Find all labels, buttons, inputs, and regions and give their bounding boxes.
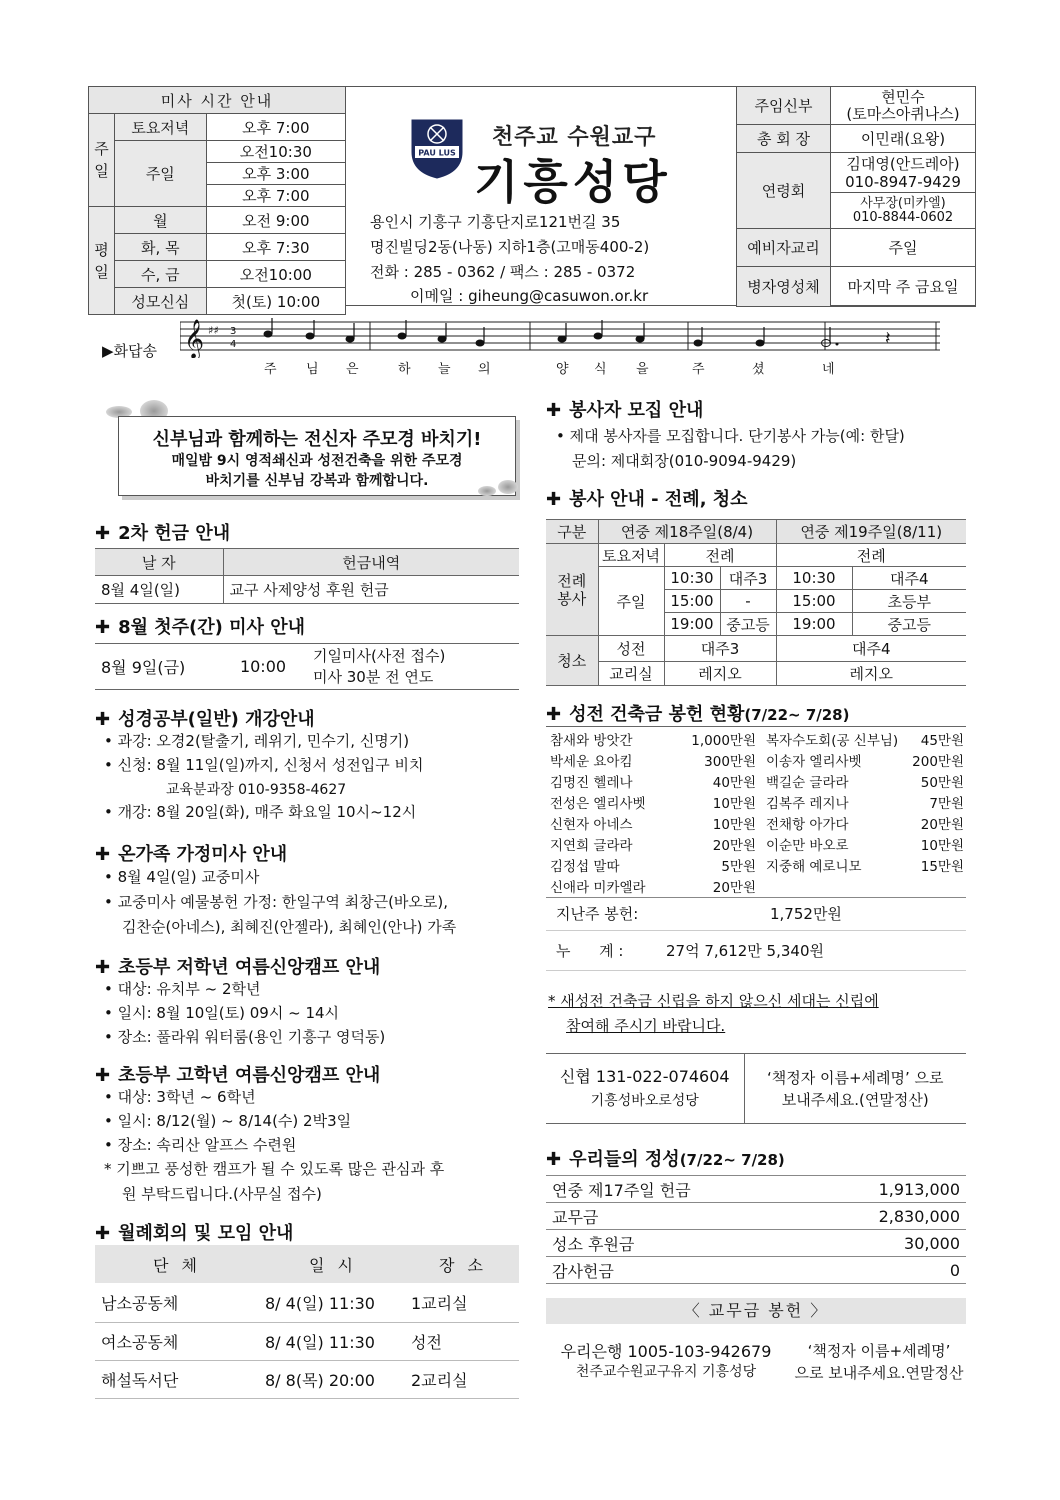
- volunteer-line: • 제대 봉사자를 모집합니다. 단기봉사 가능(예: 한달): [556, 427, 905, 445]
- sat-week19: 전례: [776, 544, 966, 567]
- address-line-2: 명진빌딩2동(나동) 지하1층(고매동400-2): [370, 238, 650, 256]
- music-staff: [180, 318, 940, 358]
- offering-label: 감사헌금: [546, 1257, 808, 1284]
- amount: 45만원: [920, 732, 964, 749]
- dues-note-1: ‘책정자 이름+세례명’: [807, 1342, 951, 1360]
- service-team: -: [720, 590, 776, 613]
- table-row: [550, 833, 964, 854]
- meeting-datetime: 8/ 8(목) 20:00: [265, 1370, 375, 1390]
- clean-team: 대주4: [776, 636, 966, 662]
- meeting-place: 2교리실: [411, 1370, 468, 1390]
- camp-low-line: • 일시: 8월 10일(토) 09시 ~ 14시: [104, 1004, 340, 1022]
- collection-date: 8월 4일(일): [95, 576, 223, 604]
- amount: 10만원: [920, 837, 964, 854]
- amount: 10만원: [712, 816, 756, 833]
- camp-low-line: • 대상: 유치부 ~ 2학년: [104, 980, 261, 998]
- camp-high-line: • 대상: 3학년 ~ 6학년: [104, 1088, 256, 1106]
- cross-icon: ✚: [95, 844, 111, 865]
- weekend-label: 주 일: [89, 114, 115, 207]
- donor: 지중해 예로니모: [766, 858, 862, 875]
- clean-team: 레지오: [776, 662, 966, 686]
- offering-label: 연중 제17주일 헌금: [546, 1176, 808, 1203]
- col-content: 헌금내역: [223, 549, 519, 576]
- donor: 백길순 글라라: [766, 774, 849, 791]
- catechism-value: 주일: [831, 229, 976, 267]
- email-label: 이메일 :: [410, 287, 464, 305]
- mass-time: 첫(토) 10:00: [206, 288, 345, 315]
- donor: 신현자 아네스: [550, 816, 633, 833]
- amount: 50만원: [920, 774, 964, 791]
- church-logo-icon: [408, 116, 466, 180]
- amount: [908, 875, 964, 896]
- mass-time: 오전 9:00: [206, 207, 345, 234]
- catechism-label: 예비자교리: [737, 229, 831, 267]
- svg-text:4: 4: [230, 339, 237, 350]
- church-name: 기흥성당: [474, 155, 672, 209]
- service-team: 초등부: [852, 590, 966, 613]
- svg-text:3: 3: [230, 326, 237, 337]
- building-note-2: 참여해 주시기 바랍니다.: [566, 1017, 726, 1035]
- svg-text:𝄽: 𝄽: [885, 328, 891, 349]
- amount: 20만원: [712, 879, 756, 896]
- building-fund-heading: ✚ 성전 건축금 봉헌 현황(7/22~ 7/28): [546, 704, 850, 725]
- total-amount: 27억 7,612만 5,340원: [666, 942, 824, 960]
- service-time: 19:00: [776, 613, 852, 636]
- col-datetime: 일 시: [309, 1255, 357, 1275]
- service-team: 중고등: [720, 613, 776, 636]
- family-mass-heading: ✚ 온가족 가정미사 안내: [95, 844, 288, 865]
- clean-team: 레지오: [664, 662, 776, 686]
- meeting-place: 1교리실: [411, 1293, 468, 1313]
- table-row: [550, 812, 964, 833]
- diocese-name: 천주교 수원교구: [492, 125, 657, 150]
- email-link[interactable]: giheung@casuwon.or.kr: [468, 287, 649, 305]
- table-row: [550, 854, 964, 875]
- amount: 15만원: [920, 858, 964, 875]
- table-row: [95, 1360, 519, 1398]
- lyric-syllable: 주: [692, 362, 707, 377]
- amount: 20만원: [712, 837, 756, 854]
- donor: 이순만 바오로: [766, 837, 849, 854]
- pastor-name: 현민수: [881, 87, 925, 106]
- logo-text: PAU LUS: [418, 148, 456, 158]
- mass-day: 수, 금: [115, 261, 207, 288]
- mass-time: 오전10:00: [206, 261, 345, 288]
- meetings-table: [95, 1245, 519, 1399]
- building-fund-table: [550, 728, 964, 896]
- bible-study-heading: ✚ 성경공부(일반) 개강안내: [95, 709, 315, 730]
- meeting-place: 성전: [411, 1332, 442, 1352]
- lyric-syllable: 셨: [752, 362, 767, 377]
- sick-communion-label: 병자영성체: [737, 267, 831, 307]
- divider: [546, 897, 966, 898]
- cross-icon: ✚: [95, 1223, 111, 1244]
- cross-icon: ✚: [95, 523, 111, 544]
- liaison2-name: 사무장(미카엘): [860, 195, 946, 211]
- clean-place: 교리실: [598, 662, 664, 686]
- building-note-1: * 새성전 건축금 신립을 하지 않으신 세대는 신립에: [548, 992, 879, 1010]
- camp-high-line: * 기쁘고 풍성한 캠프가 될 수 있도록 많은 관심과 후: [104, 1160, 445, 1178]
- first-week-mass-heading: ✚ 8월 첫주(간) 미사 안내: [95, 617, 305, 638]
- decor-blob: [498, 480, 518, 494]
- last-week-amount: 1,752만원: [770, 905, 842, 923]
- cross-icon: ✚: [546, 489, 562, 510]
- staff-table: [736, 86, 976, 307]
- dues-account: 우리은행 1005-103-942679: [560, 1342, 772, 1361]
- header-top-rule: [346, 86, 736, 87]
- camp-high-line: 원 부탁드립니다.(사무실 접수): [122, 1185, 322, 1203]
- col-week18: 연중 제18주일(8/4): [598, 520, 776, 544]
- service-heading: ✚ 봉사 안내 - 전례, 청소: [546, 489, 748, 510]
- donor: 전채항 아가다: [766, 816, 849, 833]
- volunteer-contact: 문의: 제대회장(010-9094-9429): [572, 452, 797, 470]
- mass-time: 오후 7:00: [206, 185, 345, 207]
- amount: 20만원: [920, 816, 964, 833]
- offerings-table: [546, 1175, 966, 1284]
- clean-place: 성전: [598, 636, 664, 662]
- sat-week18: 전례: [664, 544, 776, 567]
- camp-low-line: • 장소: 풀라워 워터룸(용인 기흥구 영덕동): [104, 1028, 386, 1046]
- dues-title: 〈 교무금 봉헌 〉: [546, 1298, 966, 1324]
- lyric-syllable: 식: [594, 362, 609, 377]
- cross-icon: ✚: [546, 400, 562, 421]
- table-row: [546, 1176, 966, 1203]
- offering-amount: 0: [808, 1257, 966, 1284]
- donor: 전성은 엘리사벳: [550, 795, 646, 812]
- dues-holder: 천주교수원교구유지 기흥성당: [575, 1364, 757, 1380]
- donor: 참새와 방앗간: [550, 732, 633, 749]
- prayer-callout: [100, 400, 518, 500]
- mass-day: 화, 목: [115, 234, 207, 261]
- divider: [546, 726, 966, 727]
- cross-icon: ✚: [546, 704, 562, 725]
- mass-time: 오후 7:30: [206, 234, 345, 261]
- liturgy-label: 전례 봉사: [546, 544, 598, 636]
- cross-icon: ✚: [546, 1149, 562, 1170]
- account-number: 신협 131-022-074604: [559, 1066, 730, 1086]
- mass-time: 오후 7:00: [206, 114, 345, 141]
- bible-line: • 개강: 8월 20일(화), 매주 화요일 10시~12시: [104, 803, 417, 821]
- lyric-syllable: 양: [556, 362, 571, 377]
- lyric-syllable: 을: [636, 362, 651, 377]
- mass-day: 주일: [115, 141, 207, 207]
- mass-day: 토요저녁: [115, 114, 207, 141]
- cross-icon: ✚: [95, 957, 111, 978]
- family-line: • 8월 4일(일) 교중미사: [104, 868, 260, 886]
- cross-icon: ✚: [95, 1065, 111, 1086]
- table-row: [546, 1257, 966, 1284]
- donor: 지연희 글라라: [550, 837, 633, 854]
- lyric-syllable: 은: [346, 362, 361, 377]
- meeting-group: 해설독서단: [101, 1370, 179, 1390]
- cleaning-label: 청소: [546, 636, 598, 686]
- donor: 김정섭 말따: [550, 858, 620, 875]
- lyric-syllable: 님: [306, 362, 321, 377]
- col-category: 구분: [546, 520, 598, 544]
- camp-high-line: • 장소: 속리산 알프스 수련원: [104, 1136, 297, 1154]
- amount: 10만원: [712, 795, 756, 812]
- collection-content: 교구 사제양성 후원 헌금: [223, 576, 519, 604]
- col-place: 장 소: [439, 1255, 487, 1275]
- mass-day: 월: [115, 207, 207, 234]
- cross-icon: ✚: [95, 709, 111, 730]
- lyric-syllable: 의: [478, 362, 493, 377]
- offering-amount: 30,000: [808, 1230, 966, 1257]
- decor-blob: [478, 486, 496, 496]
- meeting-group: 남소공동체: [101, 1293, 179, 1313]
- table-row: [550, 749, 964, 770]
- meeting-datetime: 8/ 4(일) 11:30: [265, 1293, 375, 1313]
- hymn-label: ▶화답송: [102, 342, 158, 360]
- mass-note-1: 기일미사(사전 접수): [313, 646, 446, 665]
- donor: 김복주 레지나: [766, 795, 849, 812]
- meetings-heading: ✚ 월례회의 및 모임 안내: [95, 1223, 294, 1244]
- council-name: 이민래(요왕): [831, 125, 976, 153]
- col-group: 단 체: [153, 1255, 201, 1275]
- amount: 40만원: [712, 774, 756, 791]
- donor: 신애라 미카엘라: [550, 879, 646, 896]
- col-date: 날 자: [95, 549, 223, 576]
- divider: [546, 930, 966, 931]
- donor: 이송자 엘리사벳: [766, 753, 862, 770]
- sick-communion-value: 마지막 주 금요일: [831, 267, 976, 307]
- offerings-heading: ✚ 우리들의 정성(7/22~ 7/28): [546, 1149, 785, 1170]
- mass-times-table: [88, 86, 346, 315]
- donor: [756, 875, 908, 896]
- table-row: [550, 791, 964, 812]
- mass-date: 8월 9일(금): [101, 658, 186, 677]
- account-note-2: 보내주세요.(연말정산): [781, 1090, 929, 1109]
- table-row: [550, 770, 964, 791]
- meeting-group: 여소공동체: [101, 1332, 179, 1352]
- bible-line: • 과강: 오경2(탈출기, 레위기, 민수기, 신명기): [104, 732, 410, 750]
- offering-amount: 2,830,000: [808, 1203, 966, 1230]
- service-team: 대주4: [852, 567, 966, 590]
- table-row: [546, 1203, 966, 1230]
- clean-team: 대주3: [664, 636, 776, 662]
- dues-table: [546, 1332, 972, 1392]
- phone-fax: 전화 : 285 - 0362 / 팩스 : 285 - 0372: [370, 263, 636, 281]
- mass-time: 오전10:30: [206, 141, 345, 163]
- lyric-syllable: 하: [398, 362, 413, 377]
- svg-text:𝄞: 𝄞: [184, 319, 205, 358]
- mass-day: 성모신심: [115, 288, 207, 315]
- mass-time: 10:00: [239, 657, 287, 676]
- account-note-1: ‘책정자 이름+세례명’ 으로: [766, 1068, 944, 1087]
- dues-note-2: 으로 보내주세요.연말정산: [794, 1364, 964, 1382]
- cross-icon: ✚: [95, 617, 111, 638]
- donor: 복자수도회(공 신부님): [766, 732, 899, 749]
- mass-time: 오후 3:00: [206, 163, 345, 185]
- amount: 7만원: [929, 795, 964, 812]
- mass-note-2: 미사 30분 전 연도: [313, 667, 434, 686]
- weekday-label: 평 일: [89, 207, 115, 315]
- donor: 김명진 헬레나: [550, 774, 633, 791]
- divider: [546, 970, 966, 971]
- table-row: [95, 1322, 519, 1360]
- col-week19: 연중 제19주일(8/11): [776, 520, 966, 544]
- account-table: [546, 1053, 966, 1124]
- amount: 300만원: [704, 753, 756, 770]
- prayer-line-1: 매일밤 9시 영적쇄신과 성전건축을 위한 주모경: [171, 453, 463, 469]
- service-time: 15:00: [664, 590, 720, 613]
- liaison2-phone: 010-8844-0602: [852, 209, 954, 225]
- service-time: 10:30: [776, 567, 852, 590]
- offering-amount: 1,913,000: [808, 1176, 966, 1203]
- table-row: [550, 728, 964, 749]
- first-week-mass-table: [95, 643, 519, 690]
- service-time: 10:30: [664, 567, 720, 590]
- liaison-label: 연령회: [737, 153, 831, 229]
- lyric-syllable: 주: [264, 362, 279, 377]
- volunteer-heading: ✚ 봉사자 모집 안내: [546, 400, 704, 421]
- pastor-baptism: (토마스아퀴나스): [846, 104, 960, 123]
- offering-label: 교무금: [546, 1203, 808, 1230]
- camp-low-heading: ✚ 초등부 저학년 여름신앙캠프 안내: [95, 957, 381, 978]
- table-row: [550, 875, 964, 896]
- family-line: 김찬순(아네스), 최혜진(안젤라), 최혜인(안나) 가족: [122, 918, 457, 936]
- lyric-syllable: 늘: [438, 362, 453, 377]
- liaison1-phone: 010-8947-9429: [845, 172, 961, 191]
- amount: 200만원: [912, 753, 964, 770]
- svg-text:♯♯: ♯♯: [208, 324, 219, 337]
- amount: 5만원: [721, 858, 756, 875]
- camp-high-line: • 일시: 8/12(월) ~ 8/14(수) 2박3일: [104, 1112, 352, 1130]
- donor: 박세운 요아킴: [550, 753, 633, 770]
- bible-line: • 신청: 8월 11일(일)까지, 신청서 성전입구 비치: [104, 756, 424, 774]
- service-table: [546, 519, 966, 686]
- council-label: 총 회 장: [737, 125, 831, 153]
- amount: 1,000만원: [691, 732, 756, 749]
- service-team: 중고등: [852, 613, 966, 636]
- bible-contact: 교육분과장 010-9358-4627: [166, 782, 347, 798]
- lyric-syllable: 네: [822, 362, 837, 377]
- table-row: [546, 1230, 966, 1257]
- sunday-label: 주일: [598, 567, 664, 636]
- pastor-label: 주임신부: [737, 87, 831, 125]
- sat-label: 토요저녁: [598, 544, 664, 567]
- family-line: • 교중미사 예물봉헌 가정: 한일구역 최창근(바오로),: [104, 893, 449, 911]
- offering-label: 성소 후원금: [546, 1230, 808, 1257]
- prayer-title: 신부님과 함께하는 전신자 주모경 바치기!: [152, 429, 482, 450]
- service-time: 19:00: [664, 613, 720, 636]
- service-time: 15:00: [776, 590, 852, 613]
- service-team: 대주3: [720, 567, 776, 590]
- email-line: [410, 285, 648, 306]
- liaison1-name: 김대영(안드레아): [846, 154, 960, 173]
- meeting-datetime: 8/ 4(일) 11:30: [265, 1332, 375, 1352]
- address-line-1: 용인시 기흥구 기흥단지로121번길 35: [370, 213, 621, 231]
- account-holder: 기흥성바오로성당: [590, 1092, 699, 1109]
- second-collection-table: [95, 548, 519, 604]
- table-row: [95, 1283, 519, 1322]
- prayer-line-2: 바치기를 신부님 강복과 함께합니다.: [205, 473, 429, 489]
- total-label: 누 계 :: [556, 942, 624, 960]
- mass-times-title: 미사 시간 안내: [89, 87, 346, 114]
- second-collection-heading: ✚ 2차 헌금 안내: [95, 523, 231, 544]
- last-week-label: 지난주 봉헌:: [556, 905, 639, 923]
- camp-high-heading: ✚ 초등부 고학년 여름신앙캠프 안내: [95, 1065, 381, 1086]
